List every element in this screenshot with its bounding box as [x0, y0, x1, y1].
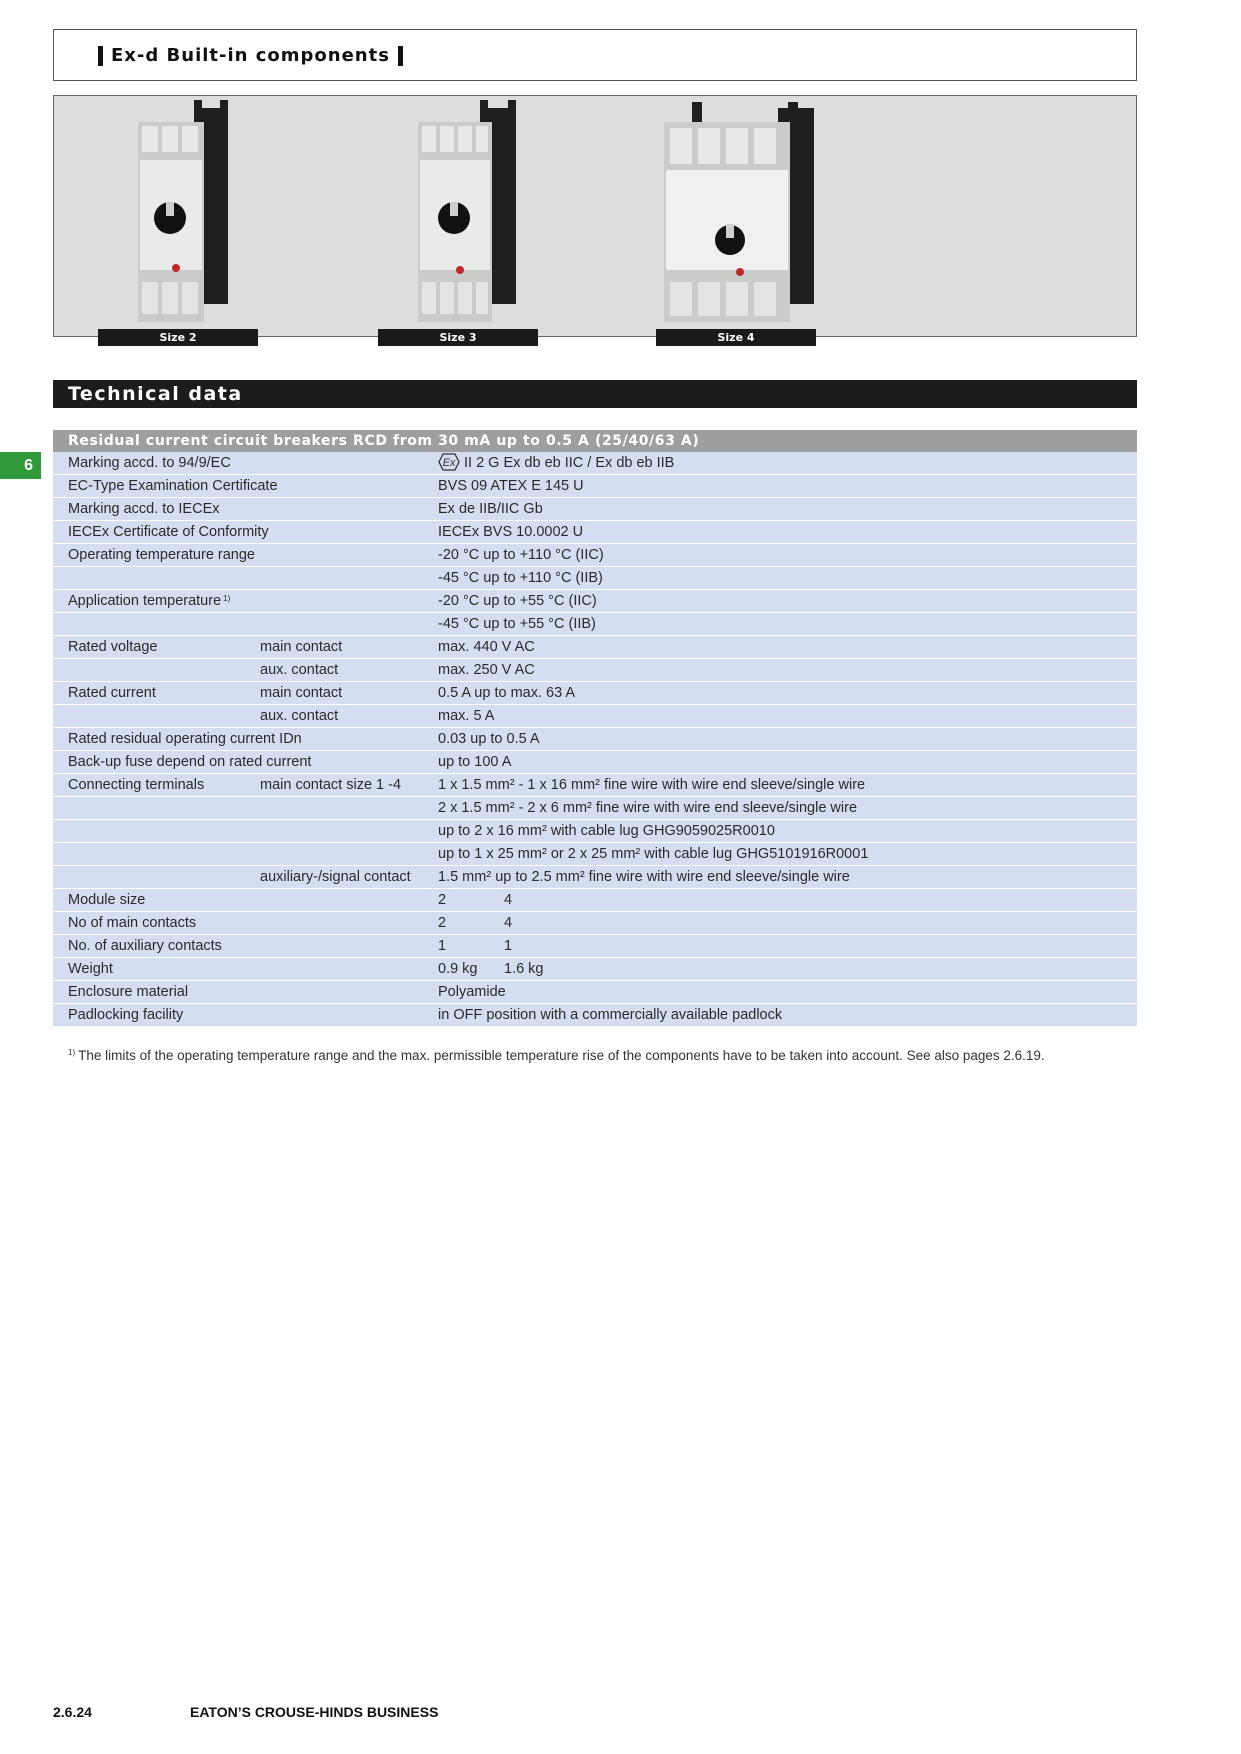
- table-cell-c1: [68, 544, 255, 566]
- cell-text: max. 250 V AC: [438, 662, 535, 678]
- section-header-title: [98, 45, 411, 66]
- section-header: [53, 29, 1137, 81]
- table-row: [53, 935, 1137, 958]
- table-cell-c3: [438, 544, 604, 566]
- cell-text: Operating temperature range: [68, 547, 255, 563]
- table-cell-c2: [260, 866, 411, 888]
- technical-data-table: [53, 430, 1137, 1027]
- table-cell-c1: [68, 981, 188, 1003]
- table-cell-c1: [68, 774, 204, 796]
- ex-hexagon-icon: [438, 453, 460, 471]
- table-row: [53, 452, 1137, 475]
- table-row: [53, 751, 1137, 774]
- table-cell-c3: [438, 797, 857, 819]
- company-name: EATON’S CROUSE-HINDS BUSINESS: [190, 1704, 439, 1720]
- table-cell-c3: [438, 1004, 782, 1026]
- cell-text: BVS 09 ATEX E 145 U: [438, 478, 584, 494]
- cell-text: 1: [504, 938, 513, 954]
- cell-text: auxiliary-/signal contact: [260, 869, 411, 885]
- table-cell-c3: [438, 475, 584, 497]
- cell-text: up to 100 A: [438, 754, 512, 770]
- table-row: [53, 797, 1137, 820]
- cell-text: 0.5 A up to max. 63 A: [438, 685, 576, 701]
- cell-text: EC-Type Examination Certificate: [68, 478, 278, 494]
- table-cell-c3: [438, 958, 478, 980]
- table-cell-c2: [260, 774, 401, 796]
- table-cell-c1: [68, 682, 156, 704]
- table-row: [53, 728, 1137, 751]
- table-row: [53, 774, 1137, 797]
- technical-data-heading: Technical data: [53, 380, 1137, 408]
- rcd-size-3-image: [412, 100, 522, 325]
- cell-text: Marking accd. to 94/9/EC: [68, 455, 231, 471]
- rcd-size-2-image: [132, 100, 232, 325]
- cell-text: Rated voltage: [68, 639, 158, 655]
- footnote-text: The limits of the operating temperature range and the max. permissible temperature rise of the components have to be taken into account. See also pages 2.6.19.: [78, 1048, 1045, 1063]
- table-row: [53, 705, 1137, 728]
- table-cell-c1: [68, 1004, 183, 1026]
- table-cell-c1: [68, 912, 196, 934]
- table-cell-c1: [68, 590, 230, 612]
- table-rows: [53, 452, 1137, 1027]
- table-cell-c3: [438, 705, 494, 727]
- table-cell-c3: [438, 659, 535, 681]
- cell-text: main contact: [260, 685, 343, 701]
- table-cell-c4: [504, 935, 512, 957]
- cell-text: No. of auxiliary contacts: [68, 938, 222, 954]
- cell-text: max. 440 V AC: [438, 639, 535, 655]
- chapter-tab: 6: [0, 452, 41, 479]
- cell-text: aux. contact: [260, 708, 339, 724]
- cell-text: Enclosure material: [68, 984, 189, 1000]
- table-row: [53, 544, 1137, 567]
- table-cell-c3: [438, 682, 575, 704]
- size-2-label: Size 2: [98, 329, 258, 346]
- cell-text: Weight: [68, 961, 113, 977]
- cell-text: No of main contacts: [68, 915, 197, 931]
- table-heading: Residual current circuit breakers RCD from 30 mA up to 0.5 A (25/40/63 A): [53, 430, 1137, 452]
- table-cell-c1: [68, 498, 220, 520]
- table-cell-c4: [504, 912, 512, 934]
- table-row: [53, 866, 1137, 889]
- title-bar-left-decoration: [98, 46, 103, 66]
- cell-text: up to 2 x 16 mm² with cable lug GHG9059025R0010: [438, 823, 775, 839]
- table-cell-c1: [68, 475, 278, 497]
- header-title-text: Ex-d Built-in components: [111, 45, 390, 66]
- table-cell-c3: [438, 820, 775, 842]
- cell-text: 1.6 kg: [504, 961, 544, 977]
- size-4-label: Size 4: [656, 329, 816, 346]
- cell-text: -20 °C up to +110 °C (IIC): [438, 547, 604, 563]
- table-row: [53, 958, 1137, 981]
- cell-text: Polyamide: [438, 984, 506, 1000]
- footnote-reference: 1): [223, 594, 231, 603]
- cell-text: 1.5 mm² up to 2.5 mm² fine wire with wire end sleeve/single wire: [438, 869, 850, 885]
- table-cell-c3: [438, 452, 674, 474]
- cell-text: Rated current: [68, 685, 156, 701]
- table-cell-c3: [438, 567, 603, 589]
- table-cell-c1: [68, 889, 145, 911]
- table-cell-c3: [438, 636, 535, 658]
- cell-text: Application temperature: [68, 593, 222, 609]
- table-row: [53, 820, 1137, 843]
- rcd-size-4-image: [660, 100, 820, 325]
- table-cell-c3: [438, 889, 446, 911]
- table-row: [53, 475, 1137, 498]
- cell-text: 2: [438, 915, 447, 931]
- footnote-mark: 1): [68, 1048, 76, 1057]
- table-row: [53, 1004, 1137, 1027]
- title-bar-right-decoration: [398, 46, 403, 66]
- table-cell-c1: [68, 636, 157, 658]
- cell-text: Marking accd. to IECEx: [68, 501, 220, 517]
- table-row: [53, 843, 1137, 866]
- table-cell-c3: [438, 912, 446, 934]
- table-cell-c3: [438, 774, 865, 796]
- table-row: [53, 590, 1137, 613]
- table-cell-c3: [438, 498, 543, 520]
- table-cell-c3: [438, 590, 597, 612]
- cell-text: Module size: [68, 892, 146, 908]
- table-row: [53, 912, 1137, 935]
- table-cell-c3: [438, 935, 446, 957]
- table-row: [53, 659, 1137, 682]
- table-cell-c1: [68, 935, 222, 957]
- cell-text: 4: [504, 892, 513, 908]
- table-cell-c1: [68, 751, 311, 773]
- table-cell-c3: [438, 728, 540, 750]
- table-cell-c1: [68, 521, 269, 543]
- size-3-label: Size 3: [378, 329, 538, 346]
- table-row: [53, 498, 1137, 521]
- cell-text: in OFF position with a commercially available padlock: [438, 1007, 783, 1023]
- table-row: [53, 682, 1137, 705]
- cell-text: 0.9 kg: [438, 961, 478, 977]
- cell-text: -45 °C up to +55 °C (IIB): [438, 616, 596, 632]
- table-row: [53, 567, 1137, 590]
- table-cell-c3: [438, 521, 583, 543]
- cell-text: 4: [504, 915, 513, 931]
- table-row: [53, 889, 1137, 912]
- cell-text: II 2 G Ex db eb IIC / Ex db eb IIB: [464, 455, 675, 471]
- table-cell-c2: [260, 705, 338, 727]
- cell-text: Rated residual operating current IDn: [68, 731, 302, 747]
- cell-text: IECEx Certificate of Conformity: [68, 524, 269, 540]
- cell-text: Connecting terminals: [68, 777, 205, 793]
- table-row: [53, 636, 1137, 659]
- table-cell-c4: [504, 889, 512, 911]
- footnote: [68, 1048, 1045, 1063]
- cell-text: 1 x 1.5 mm² - 1 x 16 mm² fine wire with wire end sleeve/single wire: [438, 777, 866, 793]
- cell-text: 2: [438, 892, 447, 908]
- cell-text: main contact: [260, 639, 343, 655]
- cell-text: Ex de IIB/IIC Gb: [438, 501, 543, 517]
- table-cell-c1: [68, 728, 302, 750]
- cell-text: main contact size 1 -4: [260, 777, 402, 793]
- table-cell-c2: [260, 636, 342, 658]
- cell-text: 2 x 1.5 mm² - 2 x 6 mm² fine wire with wire end sleeve/single wire: [438, 800, 858, 816]
- cell-text: aux. contact: [260, 662, 339, 678]
- table-row: [53, 981, 1137, 1004]
- table-cell-c1: [68, 958, 113, 980]
- cell-text: Back-up fuse depend on rated current: [68, 754, 312, 770]
- cell-text: Padlocking facility: [68, 1007, 184, 1023]
- cell-text: 1: [438, 938, 447, 954]
- table-cell-c3: [438, 981, 506, 1003]
- table-cell-c2: [260, 659, 338, 681]
- cell-text: up to 1 x 25 mm² or 2 x 25 mm² with cable lug GHG5101916R0001: [438, 846, 869, 862]
- table-cell-c3: [438, 751, 511, 773]
- table-cell-c2: [260, 682, 342, 704]
- table-cell-c3: [438, 613, 596, 635]
- table-cell-c3: [438, 843, 868, 865]
- cell-text: 0.03 up to 0.5 A: [438, 731, 540, 747]
- ex-mark-text: Ex: [442, 456, 456, 469]
- cell-text: -45 °C up to +110 °C (IIB): [438, 570, 603, 586]
- page-number: 2.6.24: [53, 1704, 92, 1720]
- table-row: [53, 521, 1137, 544]
- table-cell-c4: [504, 958, 544, 980]
- cell-text: -20 °C up to +55 °C (IIC): [438, 593, 597, 609]
- cell-text: max. 5 A: [438, 708, 495, 724]
- table-cell-c1: [68, 452, 231, 474]
- table-cell-c3: [438, 866, 850, 888]
- cell-text: IECEx BVS 10.0002 U: [438, 524, 584, 540]
- table-row: [53, 613, 1137, 636]
